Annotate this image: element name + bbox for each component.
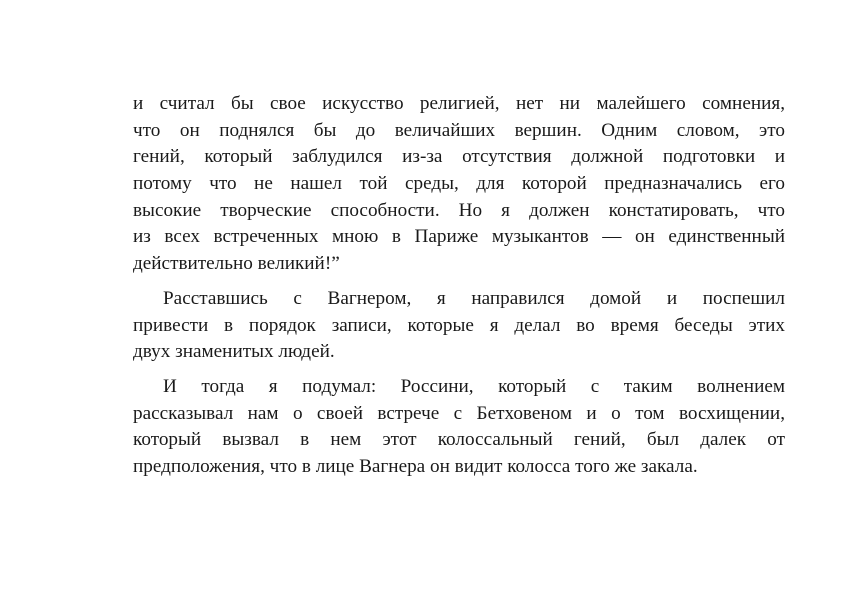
text-line: предположения, что в лице Вагнера он видит колосса того же закала. bbox=[133, 455, 698, 477]
text-line: который вызвал в нем этот колоссальный гений, был далек от bbox=[133, 429, 785, 451]
text-body bbox=[133, 91, 785, 481]
text-line: что он поднялся бы до величайших вершин. Одним словом, это bbox=[133, 119, 785, 141]
text-line: привести в порядок записи, которые я делал во время беседы этих bbox=[133, 314, 785, 336]
text-line: из всех встреченных мною в Париже музыкантов — он единственный bbox=[133, 226, 785, 248]
paragraph-1 bbox=[133, 91, 785, 278]
paragraph-2 bbox=[133, 286, 785, 366]
text-line: высокие творческие способности. Но я должен констатировать, что bbox=[133, 199, 785, 221]
text-line: и считал бы свое искусство религией, нет ни малейшего сомнения, bbox=[133, 93, 785, 114]
text-line: И тогда я подумал: Россини, который с таким волнением bbox=[163, 375, 785, 397]
text-line: потому что не нашел той среды, для которой предназначались его bbox=[133, 173, 785, 195]
text-line: Расставшись с Вагнером, я направился домой и поспешил bbox=[163, 287, 785, 309]
text-line: двух знаменитых людей. bbox=[133, 341, 335, 363]
paragraph-spacer bbox=[133, 366, 785, 374]
text-line: гений, который заблудился из-за отсутствия должной подготовки и bbox=[133, 146, 785, 168]
text-line: действительно великий!” bbox=[133, 253, 340, 275]
paragraph-spacer bbox=[133, 278, 785, 286]
text-line: рассказывал нам о своей встрече с Бетховеном и о том восхищении, bbox=[133, 402, 785, 424]
paragraph-3 bbox=[133, 374, 785, 481]
